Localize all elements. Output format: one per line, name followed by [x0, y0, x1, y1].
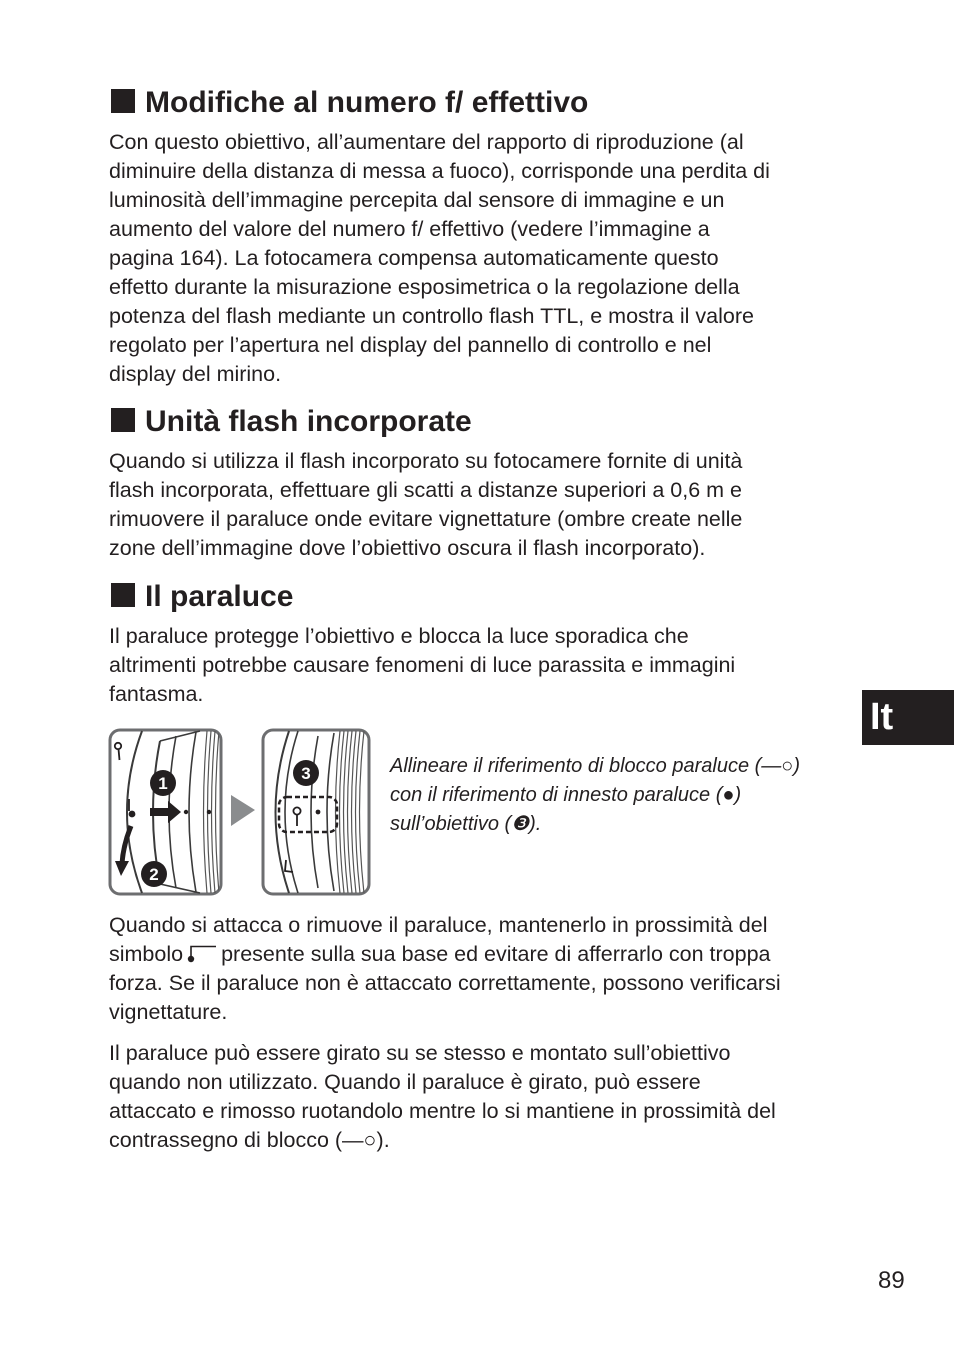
square-bullet-icon	[111, 89, 135, 113]
text-line: regolato per l’apertura nel display del pannello di controllo e nel	[109, 333, 712, 357]
heading-text: Modifiche al numero f/ effettivo	[145, 86, 589, 119]
text-line: contrassegno di blocco (—○).	[109, 1128, 390, 1152]
text-line: vignettature.	[109, 1000, 228, 1024]
mount-index-dot	[207, 810, 211, 814]
mount-index-dot	[316, 810, 321, 815]
lens-hood-attach-illustration	[105, 725, 375, 900]
paragraph-hood-handling	[109, 911, 781, 1027]
caption-line: Allineare il riferimento di blocco paraluce (—○)	[390, 755, 801, 777]
section-heading-lens-hood	[111, 577, 293, 617]
text-line: altrimenti potrebbe causare fenomeni di luce parassita e immagini	[109, 653, 736, 677]
step-arrow-icon	[231, 795, 255, 826]
text-line: zone dell’immagine dove l’obiettivo oscura il flash incorporato).	[109, 536, 706, 560]
section-heading-f-number	[111, 83, 588, 123]
text-line: display del mirino.	[109, 362, 282, 386]
heading-text: Unità flash incorporate	[145, 405, 472, 438]
paragraph-f-number	[109, 128, 770, 389]
text-line: effetto durante la misurazione esposimetrica o la regolazione della	[109, 275, 740, 299]
caption-line: con il riferimento di innesto paraluce (●)	[390, 784, 742, 806]
text-fragment: presente sulla sua base ed evitare di afferrarlo con troppa	[221, 942, 771, 966]
text-line: Il paraluce può essere girato su se stesso e montato sull’obiettivo	[109, 1041, 731, 1065]
callout-3-number: 3	[301, 764, 311, 783]
text-line: flash incorporata, effettuare gli scatti a distanze superiori a 0,6 m e	[109, 478, 743, 502]
heading-text: Il paraluce	[145, 580, 294, 613]
text-line: potenza del flash mediante un controllo flash TTL, e mostra il valore	[109, 304, 754, 328]
paragraph-hood-reverse	[109, 1039, 776, 1155]
text-line-with-symbol	[109, 940, 781, 969]
text-line: Quando si utilizza il flash incorporato su fotocamere fornite di unità	[109, 449, 743, 473]
callout-2-number: 2	[149, 865, 159, 884]
caption-line: sull’obiettivo (❸).	[390, 813, 542, 835]
text-line: attaccato e rimosso ruotandolo mentre lo si mantiene in prossimità del	[109, 1099, 776, 1123]
language-tab: It	[862, 690, 954, 745]
figure-caption	[390, 752, 800, 839]
text-line: forza. Se il paraluce non è attaccato correttamente, possono verificarsi	[109, 971, 781, 995]
callout-1-number: 1	[158, 774, 168, 793]
text-line: quando non utilizzato. Quando il paraluce è girato, può essere	[109, 1070, 701, 1094]
index-dot	[184, 810, 188, 814]
text-line: Quando si attacca o rimuove il paraluce, mantenerlo in prossimità del	[109, 913, 768, 937]
text-fragment: simbolo	[109, 942, 184, 966]
attach-mark-dot	[129, 811, 136, 818]
section-heading-built-in-flash	[111, 402, 472, 442]
text-line: aumento del valore del numero f/ effettivo (vedere l’immagine a	[109, 217, 710, 241]
text-line: luminosità dell’immagine percepita dal sensore di immagine e un	[109, 188, 725, 212]
square-bullet-icon	[111, 583, 135, 607]
text-line: Con questo obiettivo, all’aumentare del rapporto di riproduzione (al	[109, 130, 744, 154]
text-line: Il paraluce protegge l’obiettivo e blocca la luce sporadica che	[109, 624, 689, 648]
paragraph-lens-hood	[109, 622, 735, 709]
hood-grip-symbol-icon	[185, 942, 217, 964]
text-line: diminuire della distanza di messa a fuoco), corrisponde una perdita di	[109, 159, 770, 183]
text-line: rimuovere il paraluce onde evitare vignettature (ombre create nelle	[109, 507, 743, 531]
square-bullet-icon	[111, 408, 135, 432]
text-line: pagina 164). La fotocamera compensa automaticamente questo	[109, 246, 719, 270]
text-line: fantasma.	[109, 682, 204, 706]
lock-mark-stem	[119, 749, 120, 760]
paragraph-built-in-flash	[109, 447, 742, 563]
page-number: 89	[878, 1267, 905, 1294]
